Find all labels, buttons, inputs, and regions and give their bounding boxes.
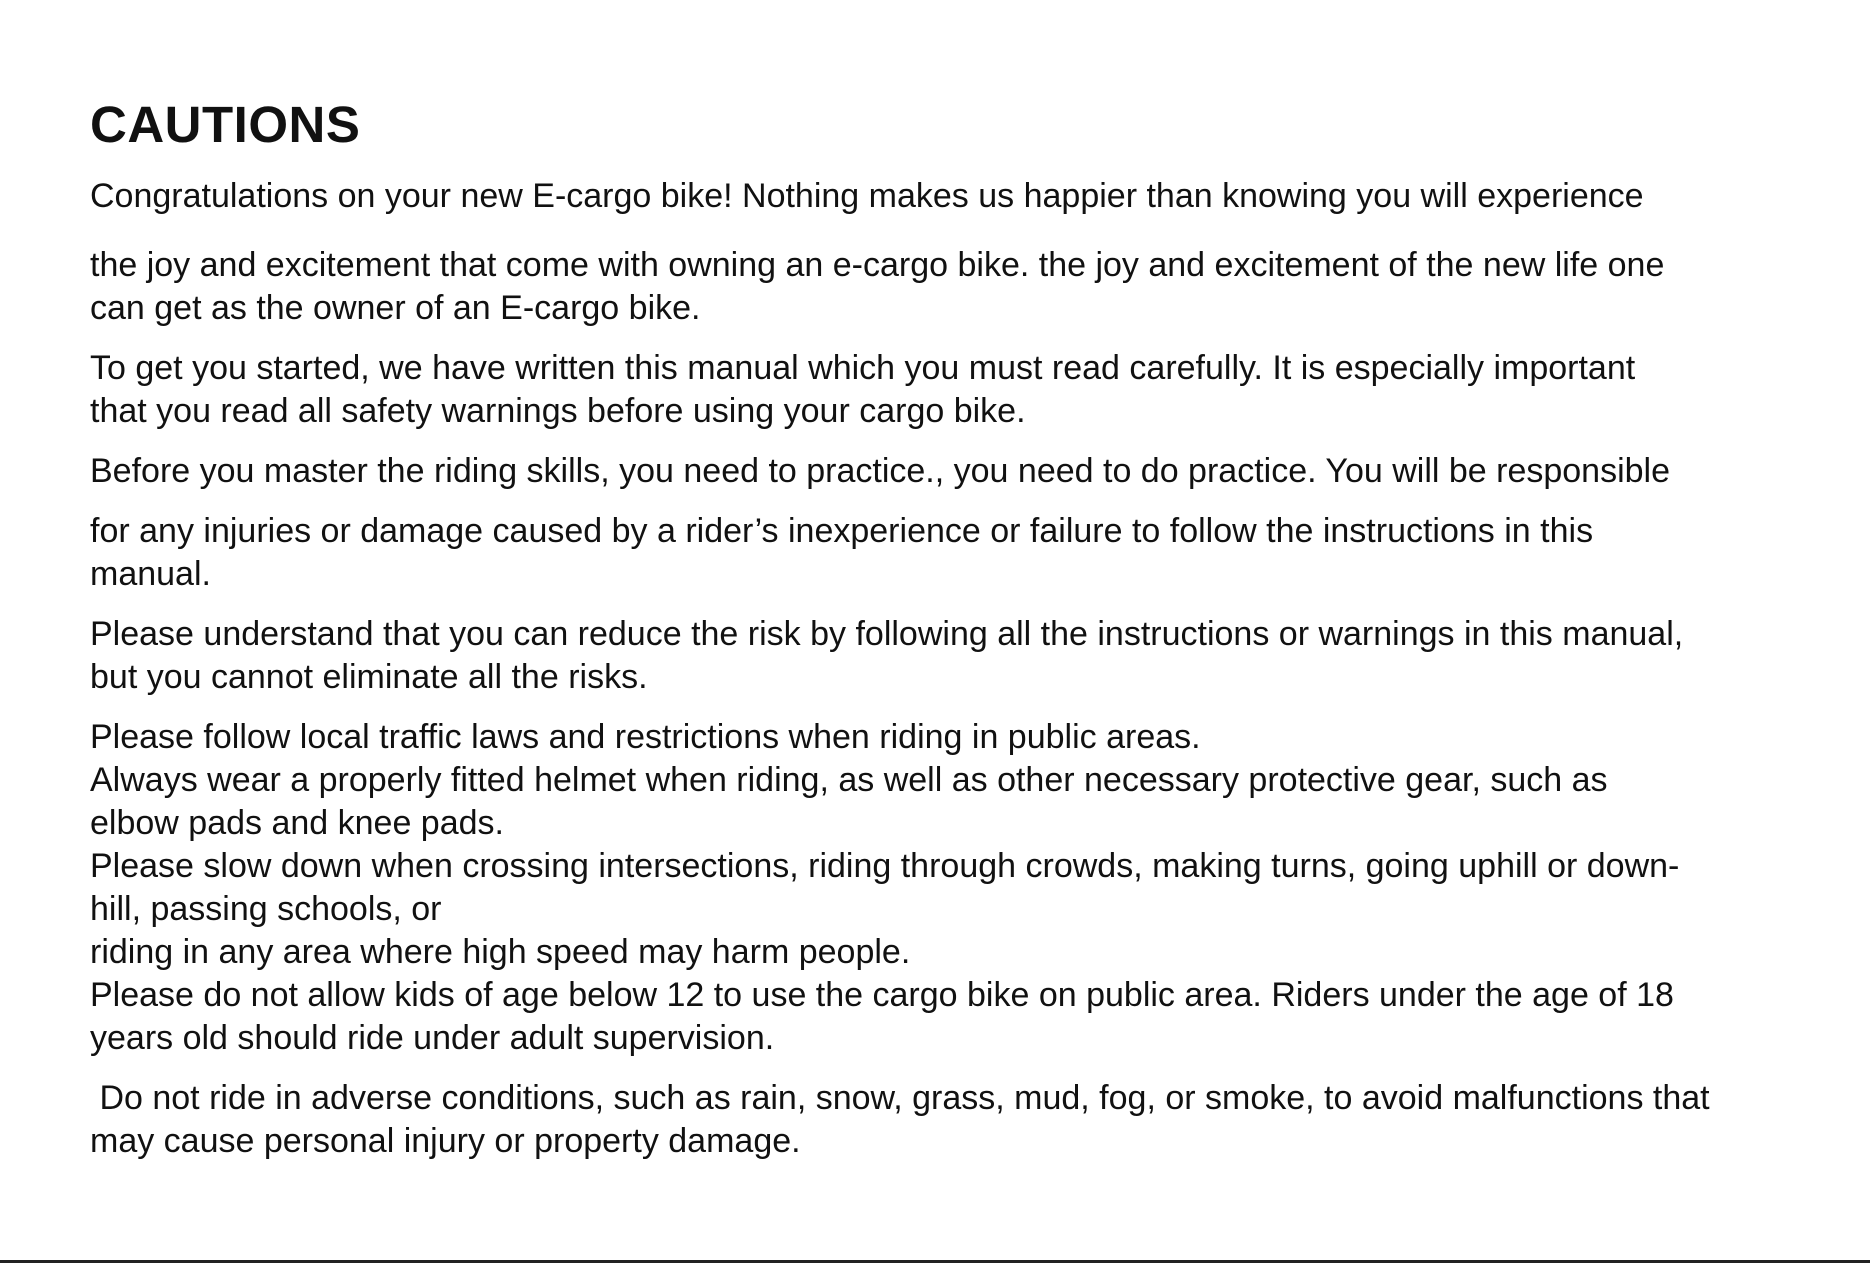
paragraph-line: hill, passing schools, or [90, 890, 442, 928]
paragraph-line: To get you started, we have written this manual which you must read carefully. It is especially important [90, 349, 1636, 387]
paragraph-line: Do not ride in adverse conditions, such as rain, snow, grass, mud, fog, or smoke, to avoid malfunctions that [90, 1079, 1710, 1117]
paragraph-line: Congratulations on your new E-cargo bike! Nothing makes us happier than knowing you will experience [90, 177, 1644, 215]
paragraph-line: may cause personal injury or property damage. [90, 1122, 801, 1160]
paragraph-line: the joy and excitement that come with owning an e-cargo bike. the joy and excitement of the new life one [90, 246, 1665, 284]
paragraph-line: riding in any area where high speed may harm people. [90, 933, 911, 971]
paragraph-line: for any injuries or damage caused by a rider’s inexperience or failure to follow the instructions in this [90, 512, 1594, 550]
paragraph-line: Please follow local traffic laws and restrictions when riding in public areas. [90, 718, 1201, 756]
paragraph-line: years old should ride under adult supervision. [90, 1019, 775, 1057]
paragraph-line: that you read all safety warnings before using your cargo bike. [90, 392, 1026, 430]
paragraph-line: Before you master the riding skills, you need to practice., you need to do practice. You will be responsible [90, 452, 1671, 490]
paragraph-line: Please understand that you can reduce the risk by following all the instructions or warnings in this manual, [90, 615, 1684, 653]
paragraph-line: Always wear a properly fitted helmet when riding, as well as other necessary protective gear, such as [90, 761, 1608, 799]
paragraph-line: Please slow down when crossing intersections, riding through crowds, making turns, going uphill or down- [90, 847, 1680, 885]
paragraph-line: elbow pads and knee pads. [90, 804, 504, 842]
page-title: CAUTIONS [90, 96, 361, 153]
manual-page [90, 95, 1810, 1163]
paragraph-line: manual. [90, 555, 211, 593]
paragraph-line: can get as the owner of an E-cargo bike. [90, 289, 701, 327]
paragraph-line: but you cannot eliminate all the risks. [90, 658, 648, 696]
paragraph-line: Please do not allow kids of age below 12 to use the cargo bike on public area. Riders under the age of 18 [90, 976, 1674, 1014]
